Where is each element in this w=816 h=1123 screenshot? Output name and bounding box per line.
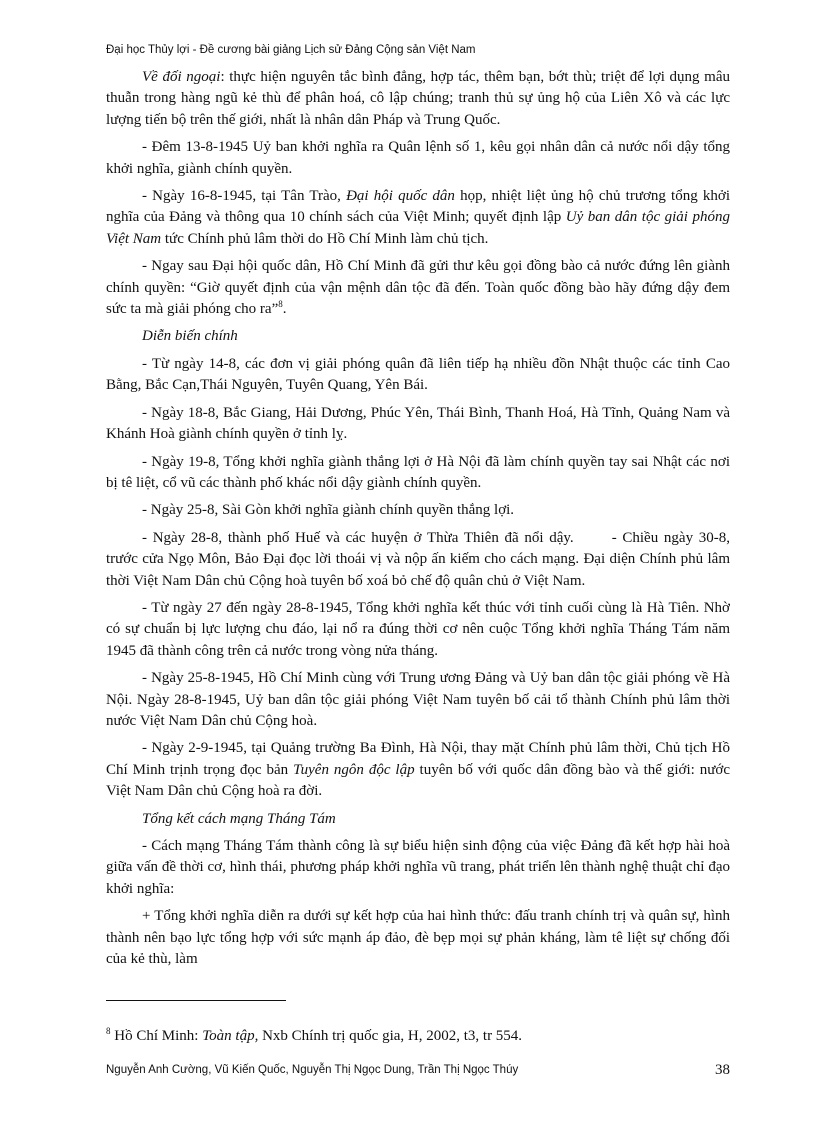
paragraph: - Ngày 28-8, thành phố Huế và các huyện ở Thừa Thiên đã nổi dậy. - Chiều ngày 30-8, trước cửa Ngọ Môn, Bảo Đại đọc lời thoái vị và nộp ấn kiếm cho cách mạng. Đại diện Chính phủ lâm thời Việt Nam Dân chủ Cộng hoà tuyên bố xoá bỏ chế độ quân chủ ở Việt Nam. [106, 529, 731, 589]
paragraph: - Ngày 25-8, Sài Gòn khởi nghĩa giành chính quyền thắng lợi. [142, 502, 515, 519]
body-text [106, 67, 730, 976]
paragraph: Về đối ngoại: thực hiện nguyên tắc bình đẳng, hợp tác, thêm bạn, bớt thù; triệt để lợi dụng mâu thuẫn trong hàng ngũ kẻ thù để phân hoá, cô lập chúng; tranh thủ sự ủng hộ của Liên Xô và các lực lượng tiến bộ trên thế giới, nhất là nhân dân Pháp và Trung Quốc. [106, 69, 730, 128]
section-heading: Diễn biến chính [142, 328, 238, 345]
paragraph: + Tổng khởi nghĩa diễn ra dưới sự kết hợp của hai hình thức: đấu tranh chính trị và quân sự, hình thành nên bạo lực tổng hợp với sức mạnh áp đảo, đè bẹp mọi sự phản kháng, làm tê liệt sự chống đối của kẻ thù, làm [106, 908, 730, 968]
section-heading: Tổng kết cách mạng Tháng Tám [142, 810, 336, 827]
paragraph: - Từ ngày 14-8, các đơn vị giải phóng quân đã liên tiếp hạ nhiều đồn Nhật thuộc các tỉnh Cao Bằng, Bắc Cạn,Thái Nguyên, Tuyên Quang, Yên Bái. [106, 355, 730, 394]
paragraph: - Cách mạng Tháng Tám thành công là sự biểu hiện sinh động của việc Đảng đã kết hợp hài hoà giữa vấn đề thời cơ, hình thái, phương pháp khởi nghĩa vũ trang, phát triển lên thành nghệ thuật chỉ đạo khởi nghĩa: [106, 838, 730, 897]
footnote-ref[interactable]: 8 [278, 299, 283, 310]
paragraph: - Đêm 13-8-1945 Uỷ ban khởi nghĩa ra Quân lệnh số 1, kêu gọi nhân dân cả nước nổi dậy tổng khởi nghĩa, giành chính quyền. [106, 139, 730, 177]
running-header: Đại học Thủy lợi - Đề cương bài giảng Lịch sử Đảng Cộng sản Việt Nam [106, 44, 476, 56]
page-footer [106, 1064, 730, 1076]
paragraph: - Ngày 25-8-1945, Hồ Chí Minh cùng với Trung ương Đảng và Uỷ ban dân tộc giải phóng về Hà Nội. Ngày 28-8-1945, Uỷ ban dân tộc giải phóng Việt Nam tuyên bố cải tổ thành Chính phủ lâm thời nước Việt Nam Dân chủ Cộng hoà. [106, 670, 730, 729]
footnote: $^8$ Hồ Chí Minh: Toàn tập, Nxb Chính trị quốc gia, H, 2002, t3, tr 554. [106, 1026, 523, 1044]
footer-authors: Nguyễn Anh Cường, Vũ Kiến Quốc, Nguyễn Thị Ngọc Dung, Trần Thị Ngọc Thúy [106, 1064, 519, 1076]
paragraph: - Ngày 2-9-1945, tại Quảng trường Ba Đình, Hà Nội, thay mặt Chính phủ lâm thời, Chủ tịch Hồ Chí Minh trịnh trọng đọc bản Tuyên ngôn độc lập tuyên bố với quốc dân đồng bào và thế giới: nước Việt Nam Dân chủ Cộng hoà ra đời. [106, 740, 730, 800]
page-number: 38 [715, 1062, 730, 1078]
emphasis: Về đối ngoại [142, 69, 221, 85]
paragraph: - Từ ngày 27 đến ngày 28-8-1945, Tổng khởi nghĩa kết thúc với tỉnh cuối cùng là Hà Tiên. Nhờ có sự chuẩn bị lực lượng chu đáo, lại nổ ra đúng thời cơ nên cuộc Tổng khởi nghĩa Tháng Tám năm 1945 đã thành công trên cả nước trong vòng nửa tháng. [106, 599, 730, 659]
paragraph: - Ngày 19-8, Tổng khởi nghĩa giành thắng lợi ở Hà Nội đã làm chính quyền tay sai Nhật các nơi bị tê liệt, cổ vũ các thành phố khác nổi dậy giành chính quyền. [106, 453, 730, 491]
paragraph: - Ngày 18-8, Bắc Giang, Hải Dương, Phúc Yên, Thái Bình, Thanh Hoá, Hà Tĩnh, Quảng Nam và Khánh Hoà giành chính quyền ở tỉnh lỵ. [106, 404, 730, 443]
footnote-divider [106, 1000, 286, 1001]
paragraph: - Ngày 16-8-1945, tại Tân Trào, Đại hội quốc dân họp, nhiệt liệt ủng hộ chủ trương tổng khởi nghĩa của Đảng và thông qua 10 chính sách của Việt Minh; quyết định lập Uỷ ban dân tộc giải phóng Việt Nam tức Chính phủ lâm thời do Hồ Chí Minh làm chủ tịch. [106, 188, 730, 247]
paragraph: - Ngay sau Đại hội quốc dân, Hồ Chí Minh đã gửi thư kêu gọi đồng bào cả nước đứng lên giành chính quyền: “Giờ quyết định của vận mệnh dân tộc đã đến. Toàn quốc đồng bào hãy đứng dậy đem sức ta mà giải phóng cho ra”$^8$. [106, 258, 730, 318]
